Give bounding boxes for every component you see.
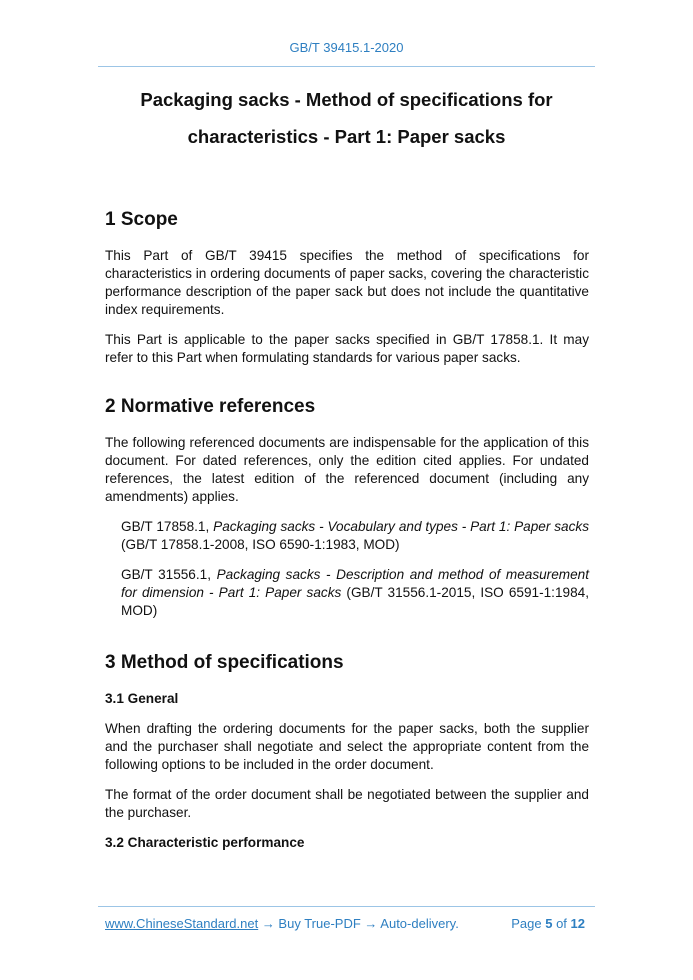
heading-normative-references: 2 Normative references	[105, 396, 316, 417]
paragraph: This Part is applicable to the paper sacks specified in GB/T 17858.1. It may refer to this Part when formulating standards for various paper sacks.	[105, 332, 589, 365]
page-number: Page 5 of 12	[511, 916, 585, 931]
subheading-characteristic-performance: 3.2 Characteristic performance	[105, 835, 305, 850]
section-normative-references	[105, 398, 589, 632]
doc-title-line-1: Packaging sacks - Method of specifications for	[140, 89, 553, 110]
reference-item: GB/T 31556.1, Packaging sacks - Description and method of measurement for dimension - Part 1: Paper sacks (GB/T 31556.1-2015, ISO 6591-1:1984, MOD)	[121, 567, 589, 618]
footer: www.ChineseStandard.net → Buy True-PDF → Auto-delivery. Page 5 of 12	[105, 916, 585, 931]
paragraph: The format of the order document shall be negotiated between the supplier and the purchaser.	[105, 787, 589, 820]
heading-scope: 1 Scope	[105, 209, 178, 230]
subheading-general: 3.1 General	[105, 691, 179, 706]
website-link[interactable]: www.ChineseStandard.net	[105, 916, 259, 931]
paragraph: This Part of GB/T 39415 specifies the method of specifications for characteristics in ordering documents of paper sacks, covering the characteristic performance description of the paper sack but does not include the quantitative index requirements.	[105, 248, 589, 317]
reference-item: GB/T 17858.1, Packaging sacks - Vocabulary and types - Part 1: Paper sacks (GB/T 17858.1-2008, ISO 6590-1:1983, MOD)	[121, 519, 589, 552]
header-rule	[98, 66, 595, 67]
doc-title-line-2: characteristics - Part 1: Paper sacks	[187, 126, 506, 147]
section-method	[105, 654, 589, 864]
section-scope	[105, 211, 589, 379]
running-header: GB/T 39415.1-2020	[289, 40, 404, 55]
heading-method: 3 Method of specifications	[105, 652, 344, 673]
paragraph: When drafting the ordering documents for the paper sacks, both the supplier and the purchaser shall negotiate and select the appropriate content from the following options to be included in the order document.	[105, 721, 589, 772]
footer-rule	[98, 906, 595, 907]
paragraph: The following referenced documents are indispensable for the application of this document. For dated references, only the edition cited applies. For undated references, the latest edition of the referenced document (including any amendments) applies.	[105, 435, 589, 504]
